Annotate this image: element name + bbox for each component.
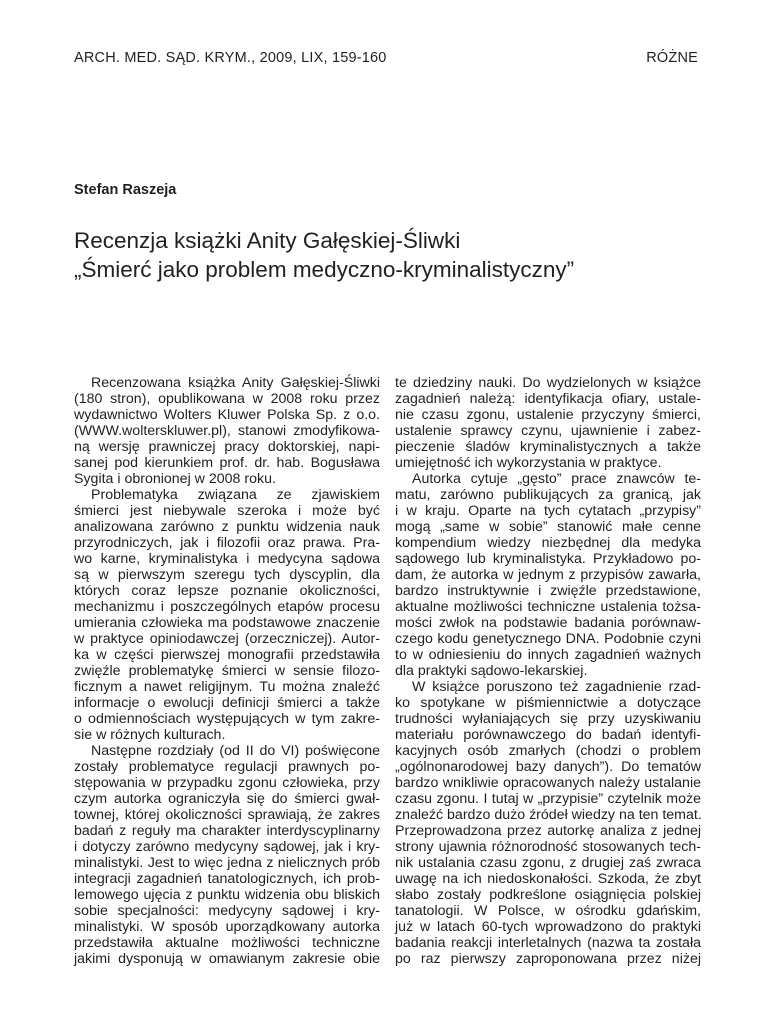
article-title [74, 226, 574, 284]
text-line: czego kodu genetycznego DNA. Podobnie czyni [395, 631, 701, 647]
text-line: sądowego lub kryminalistyka. Przykładowo po- [395, 551, 701, 567]
text-line: Recenzowana książka Anity Gałęskiej-Śliwki [91, 375, 380, 391]
text-line: których coraz lepsze poznanie okoliczności, [74, 583, 380, 599]
journal-citation: ARCH. MED. SĄD. KRYM., 2009, LIX, 159-160 [74, 50, 387, 66]
text-line: materiału porównawczego do badań identyfi- [395, 727, 701, 743]
section-label: RÓŻNE [646, 50, 698, 66]
paragraph [74, 375, 380, 487]
text-line: zagadnień należą: identyfikacja ofiary, ustale- [395, 391, 701, 407]
text-line: sanej pod kierunkiem prof. dr. hab. Bogusława [74, 455, 380, 471]
paragraph [74, 743, 380, 967]
text-line: po raz pierwszy zaproponowana przez niżej [395, 951, 701, 967]
text-line: „ogólnonarodowej bazy danych”). Do tematów [395, 759, 701, 775]
paragraph [395, 471, 701, 679]
text-column-right [395, 375, 701, 967]
text-line: to w odniesieniu do innych zagadnień ważnych [395, 647, 701, 663]
text-line: kacyjnych osób zmarłych (chodzi o problem [395, 743, 701, 759]
text-line: ną wersję prawniczej pracy doktorskiej, napi- [74, 439, 380, 455]
text-column-left [74, 375, 380, 967]
text-line: ficznym a nawet religijnym. Tu można znaleźć [74, 679, 380, 695]
text-line: trudności wyłaniających się przy uzyskiwaniu [395, 711, 701, 727]
text-line: czym autorka ograniczyła się do śmierci gwał- [74, 791, 380, 807]
text-line: te dziedziny nauki. Do wydzielonych w książce [395, 375, 701, 391]
text-line: wydawnictwo Wolters Kluwer Polska Sp. z o.o. [74, 407, 380, 423]
text-line: zwięźle problematykę śmierci w sensie filozo- [74, 663, 380, 679]
text-line: umiejętność ich wykorzystania w praktyce. [395, 455, 662, 471]
text-line: integracji zagadnień tanatologicznych, ich prob- [74, 871, 380, 887]
text-line: informacje o ewolucji definicji śmierci a także [74, 695, 380, 711]
text-line: kompendium wiedzy niezbędnej dla medyka [395, 535, 701, 551]
text-line: strony ujawnia różnorodność stosowanych tech- [395, 839, 701, 855]
text-line: mechanizmu i poszczególnych etapów procesu [74, 599, 380, 615]
text-line: o odmiennościach występujących w tym zakre- [74, 711, 380, 727]
title-line: Recenzja książki Anity Gałęskiej-Śliwki [74, 228, 461, 253]
text-line: umierania człowieka ma podstawowe znaczenie [74, 615, 380, 631]
text-line: bardzo instruktywnie i zwięźle przedstawione, [395, 583, 701, 599]
text-line: nie czasu zgonu, ustalenie przyczyny śmierci, [395, 407, 701, 423]
text-line: Autorka cytuje „gęsto” prace znawców te- [412, 471, 701, 487]
text-line: badania reakcji interletalnych (nazwa ta została [395, 935, 701, 951]
text-line: już w latach 60-tych wprowadzono do praktyki [395, 919, 701, 935]
text-line: ko spotykane w piśmiennictwie a dotyczące [395, 695, 701, 711]
text-line: nik ustalania czasu zgonu, z drugiej zaś zwraca [395, 855, 701, 871]
text-line: i w kraju. Oparte na tych cytatach „przypisy” [395, 503, 701, 519]
text-line: słabo zostały podkreślone osiągnięcia polskiej [395, 887, 701, 903]
text-line: jakimi dysponują w omawianym zakresie obie [74, 951, 380, 967]
text-line: przedstawiła aktualne możliwości techniczne [74, 935, 380, 951]
text-line: badań z reguły ma charakter interdyscyplinarny [74, 823, 380, 839]
text-line: Sygita i obronionej w 2008 roku. [74, 471, 276, 487]
text-line: analizowana zarówno z punktu widzenia nauk [74, 519, 380, 535]
paragraph [74, 487, 380, 743]
text-line: pieczenie śladów kryminalistycznych a także [395, 439, 701, 455]
text-line: znaleźć bardzo dużo źródeł wiedzy na ten temat. [395, 807, 702, 823]
paragraph [395, 679, 701, 967]
text-line: Następne rozdziały (od II do VI) poświęcone [91, 743, 380, 759]
text-line: W książce poruszono też zagadnienie rzad- [412, 679, 701, 695]
author-name: Stefan Raszeja [74, 182, 177, 198]
text-line: mości zwłok na podstawie badania porównaw- [395, 615, 701, 631]
text-line: sie w różnych kulturach. [74, 727, 226, 743]
text-line: minalistyki. Jest to więc jedna z nielicznych prób [74, 855, 380, 871]
text-line: townej, której okoliczności sprawiają, że zakres [74, 807, 380, 823]
text-line: aktualne możliwości techniczne ustalenia tożsa- [395, 599, 701, 615]
text-line: minalistyki. W sposób uporządkowany autorka [74, 919, 380, 935]
text-line: w praktyce opiniodawczej (orzeczniczej). Autor- [74, 631, 380, 647]
text-line: stępowania w przypadku zgonu człowieka, przy [74, 775, 380, 791]
text-line: Przeprowadzona przez autorkę analiza z jednej [395, 823, 701, 839]
text-line: dam, że autorka w jednym z przypisów zawarła, [395, 567, 701, 583]
text-line: przyrodniczych, jak i filozofii oraz prawa. Pra- [74, 535, 380, 551]
text-line: czasu zgonu. I tutaj w „przypisie” czytelnik może [395, 791, 701, 807]
text-line: są w pierwszym szeregu tych dyscyplin, dla [74, 567, 380, 583]
text-line: uwagę na ich niedoskonałości. Szkoda, że zbyt [395, 871, 701, 887]
text-line: matu, zarówno publikujących za granicą, jak [395, 487, 701, 503]
title-line: „Śmierć jako problem medyczno-kryminalistyczny” [74, 257, 575, 282]
text-line: mogą „same w sobie” stanowić małe cenne [395, 519, 701, 535]
text-line: zostały problematyce regulacji prawnych po- [74, 759, 380, 775]
text-line: tanatologii. W Polsce, w ośrodku gdańskim, [395, 903, 701, 919]
text-line: bardzo wnikliwie opracowanych należy ustalanie [395, 775, 701, 791]
paragraph [395, 375, 701, 471]
text-line: lemowego ujęcia z punktu widzenia obu bliskich [74, 887, 380, 903]
text-line: (WWW.wolterskluwer.pl), stanowi zmodyfikowa- [74, 423, 380, 439]
text-line: ustalenie sprawcy czynu, ujawnienie i zabez- [395, 423, 701, 439]
text-line: sobie specjalności: medycyny sądowej i kry- [74, 903, 380, 919]
text-line: ka w części pierwszej monografii przedstawiła [74, 647, 380, 663]
text-line: śmierci jest niebywale szeroka i może być [74, 503, 380, 519]
text-line: wo karne, kryminalistyka i medycyna sądowa [74, 551, 380, 567]
text-line: Problematyka związana ze zjawiskiem [91, 487, 380, 503]
text-line: (180 stron), opublikowana w 2008 roku przez [74, 391, 380, 407]
text-line: i dotyczy zarówno medycyny sądowej, jak i kry- [74, 839, 380, 855]
text-line: dla praktyki sądowo-lekarskiej. [395, 663, 588, 679]
